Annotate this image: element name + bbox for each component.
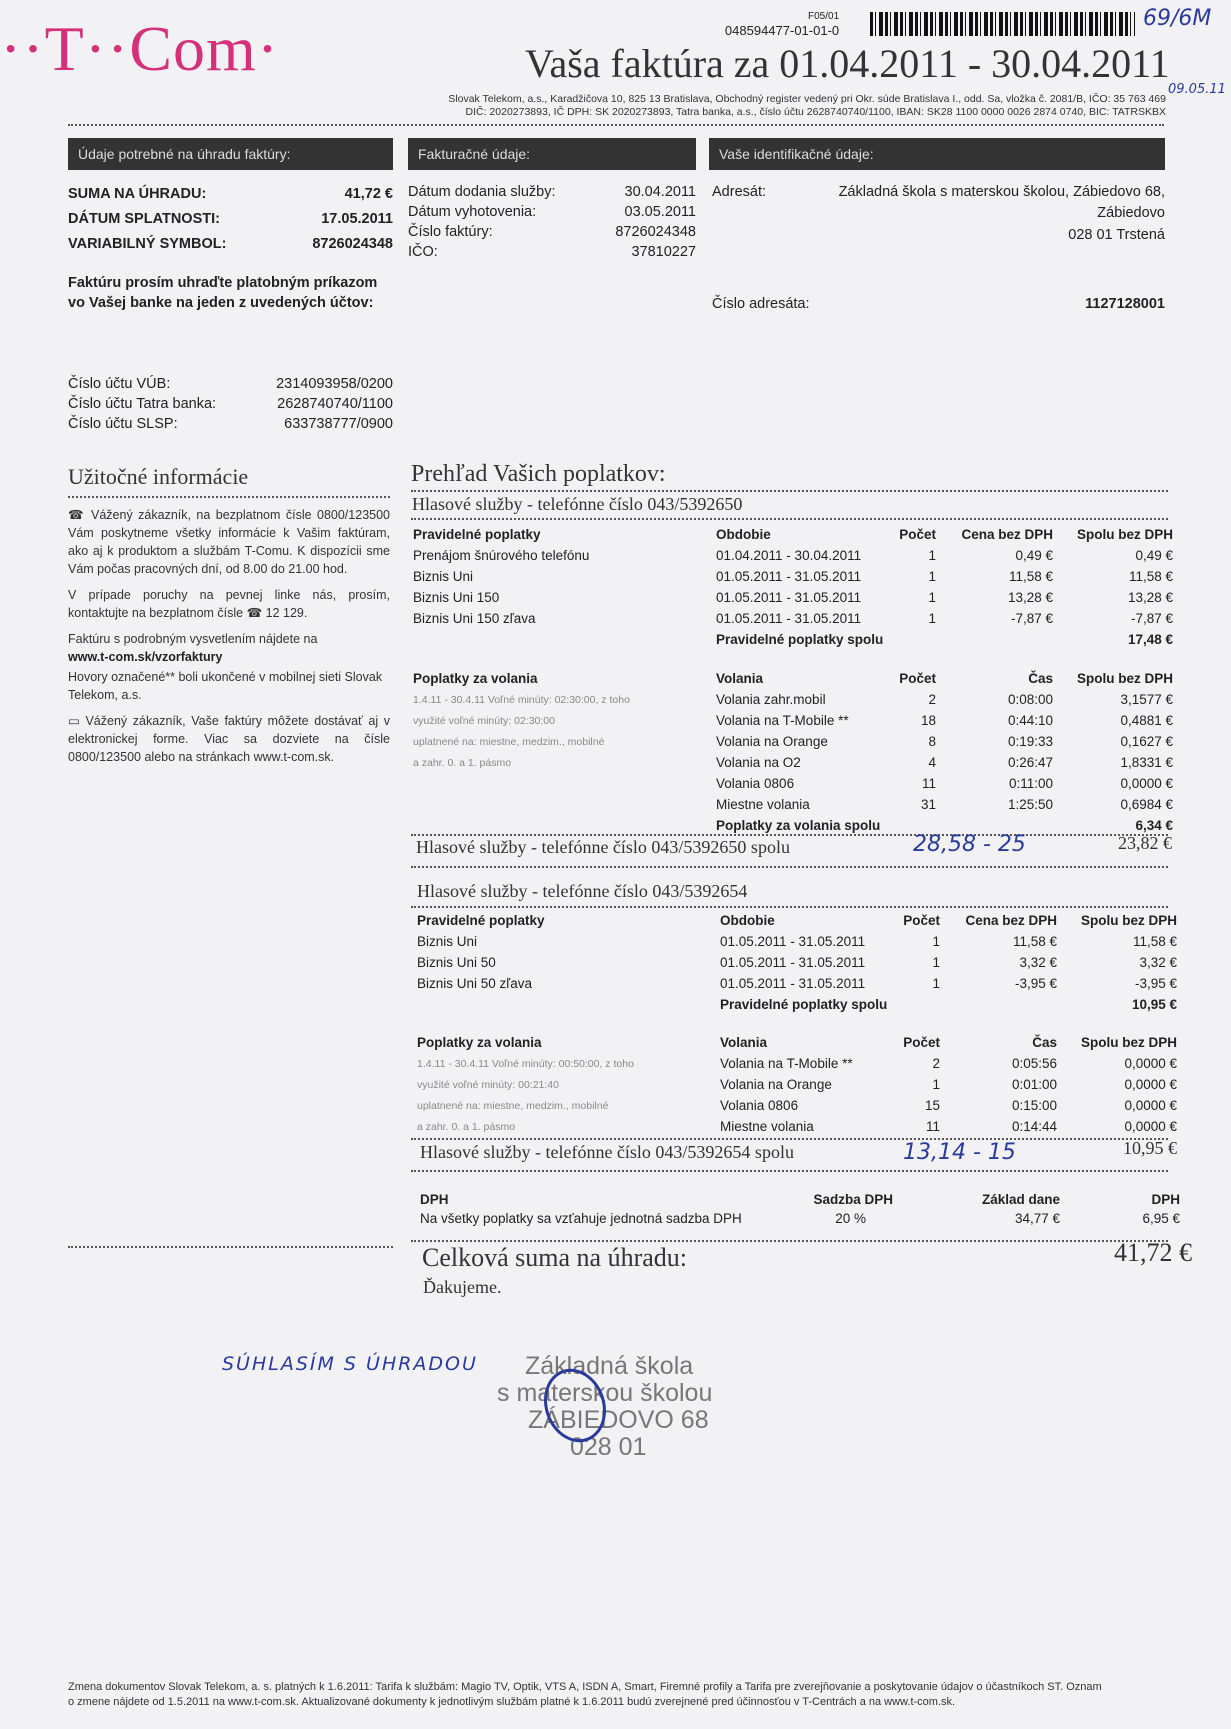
company-line-1: Slovak Telekom, a.s., Karadžičova 10, 825 13 Bratislava, Obchodný register vedený pri Okr. súde Bratislava I., odd. Sa, vložka č. 2081/B, IČO: 35 763 469 (448, 93, 1166, 105)
divider (68, 124, 1164, 126)
payment-note: Faktúru prosím uhraďte platobným príkazom vo Vašej banke na jeden z uvedených účtov: (68, 275, 378, 311)
cell: 0,0000 € (1124, 1056, 1177, 1071)
thanks: Ďakujeme. (423, 1277, 502, 1297)
table-header (413, 668, 1173, 689)
cell: Volania 0806 (716, 776, 795, 791)
table-row (413, 608, 1173, 629)
cell: 13,28 € (1007, 590, 1053, 605)
cell: 0,1627 € (1120, 734, 1173, 749)
line-1-fees-table (413, 524, 1173, 650)
call-note: 1.4.11 - 30.4.11 Voľné minúty: 02:30:00, z toho (413, 693, 630, 706)
addressee-label: Adresát: (712, 184, 766, 200)
call-note: uplatnené na: miestne, medzim., mobilné (417, 1099, 609, 1112)
line-2-sum-value: 10,95 € (1123, 1138, 1177, 1158)
subtotal-value: 10,95 € (1131, 997, 1177, 1012)
company-line-2: DIČ: 2020273893, IČ DPH: SK 2020273893, Tatra banka, a.s., číslo účtu 2628740740/1100, IBAN: SK28 1100 0000 0026 2874 0740, BIC: TATRSKBX (465, 106, 1166, 118)
info-paragraph (68, 506, 390, 578)
cell: 4 (928, 755, 936, 770)
table-row (417, 1074, 1177, 1095)
payment-label: VARIABILNÝ SYMBOL: (68, 236, 227, 252)
subtotal-row (413, 629, 1173, 650)
header-cell: Spolu bez DPH (1076, 527, 1173, 542)
cell: Biznis Uni 50 zľava (417, 976, 532, 991)
cell: 1 (932, 934, 940, 949)
cell: 01.05.2011 - 31.05.2011 (716, 611, 862, 626)
divider (411, 866, 1168, 868)
footer-line: Zmena dokumentov Slovak Telekom, a. s. platných k 1.6.2011: Tarifa k službám: Magio TV, Optik, VTS A, ISDN A, Smart, Firemné profily a Tarifa pre zverejňovanie a poskytovanie údajov o účastníkoch ST. Oznam (68, 1681, 1102, 1693)
table-row (413, 794, 1173, 815)
account-row (68, 374, 393, 394)
account-value: 2314093958/0200 (276, 376, 393, 392)
info-text: Vážený zákazník, na bezplatnom čísle 0800/123500 Vám poskytneme všetky informácie k Vašim faktúram, ako aj k produktom a službám T-Comu. K dispozícii sme Vám počas pracovných dní, od 8.00 do 21.00 hod. (68, 508, 390, 576)
divider (68, 496, 390, 498)
subtotal-label: Pravidelné poplatky spolu (720, 997, 888, 1012)
cell: 11,58 € (1012, 934, 1057, 949)
invoice-label: Dátum dodania služby: (408, 184, 556, 200)
overview-title: Prehľad Vašich poplatkov: (411, 461, 666, 487)
cell: 11 (925, 1119, 940, 1134)
cell: 1 (928, 569, 936, 584)
account-value: 633738777/0900 (284, 416, 393, 432)
cell: 2 (928, 692, 936, 707)
invoice-title: Vaša faktúra za 01.04.2011 - 30.04.2011 (525, 41, 1170, 86)
addressee-number-label: Číslo adresáta: (712, 296, 810, 312)
cell: 0:15:00 (1011, 1098, 1057, 1113)
cell: Biznis Uni (413, 569, 474, 584)
subtotal-label: Poplatky za volania spolu (716, 818, 881, 833)
cell: Volania na Orange (716, 734, 828, 749)
cell: 0:01:00 (1011, 1077, 1057, 1092)
info-paragraph: Faktúru s podrobným vysvetlením nájdete na (68, 632, 318, 646)
cell: Prenájom šnúrového telefónu (413, 548, 590, 563)
header-cell: Spolu bez DPH (1080, 1035, 1177, 1050)
cell: 0,49 € (1015, 548, 1053, 563)
info-paragraph (68, 712, 390, 766)
info-paragraph: Hovory označené** boli ukončené v mobilnej sieti Slovak Telekom, a.s. (68, 670, 383, 702)
line-2-calls-table (417, 1032, 1177, 1137)
line-1-calls-table (413, 668, 1173, 836)
identification-header: Vaše identifikačné údaje: (709, 138, 1165, 170)
cell: -3,95 € (1014, 976, 1057, 991)
call-note: 1.4.11 - 30.4.11 Voľné minúty: 00:50:00, z toho (417, 1057, 634, 1070)
cell: 0:19:33 (1007, 734, 1053, 749)
cell: 1 (932, 955, 940, 970)
table-row (413, 773, 1173, 794)
cell: Biznis Uni 150 (413, 590, 500, 605)
cell: -7,87 € (1010, 611, 1053, 626)
invoice-row (408, 222, 696, 242)
cell: 0:44:10 (1007, 713, 1053, 728)
table-row (417, 952, 1177, 973)
divider (411, 518, 1168, 520)
payment-row (68, 232, 393, 257)
form-code: F05/01 (808, 11, 840, 22)
invoice-header: Fakturačné údaje: (408, 138, 696, 170)
phone-icon: ☎ (68, 508, 92, 522)
vat-base-label: Základ dane (981, 1192, 1060, 1207)
cell: Biznis Uni 50 (417, 955, 496, 970)
table-row (413, 731, 1173, 752)
stamp-line: 028 01 (570, 1433, 647, 1461)
table-header (417, 910, 1177, 931)
cell: 0,6984 € (1120, 797, 1173, 812)
subtotal-label: Pravidelné poplatky spolu (716, 632, 884, 647)
payment-value: 17.05.2011 (321, 211, 393, 227)
cell: 1 (928, 548, 936, 563)
account-row (68, 414, 393, 434)
identification-section (709, 138, 1165, 314)
cell: 0:14:44 (1011, 1119, 1057, 1134)
invoice-section (408, 138, 696, 262)
table-header (417, 1032, 1177, 1053)
cell: Volania zahr.mobil (716, 692, 826, 707)
header-cell: Spolu bez DPH (1080, 913, 1177, 928)
cell: Miestne volania (716, 797, 810, 812)
cell: 1 (932, 976, 940, 991)
payment-row (68, 207, 393, 232)
header-cell: Cena bez DPH (961, 527, 1053, 542)
header-cell: Počet (899, 527, 936, 542)
header-cell: Pravidelné poplatky (417, 913, 545, 928)
header-cell: Poplatky za volania (417, 1035, 542, 1050)
total-value: 41,72 € (1114, 1238, 1192, 1267)
line-2-fees-table (417, 910, 1177, 1015)
cell: 1:25:50 (1007, 797, 1053, 812)
vat-rate-label: Sadzba DPH (813, 1192, 893, 1207)
computer-icon: ▭ (68, 714, 86, 728)
handwritten-calc: 13,14 - 15 (903, 1140, 1016, 1165)
cell: 1,8331 € (1120, 755, 1173, 770)
line-1-sum-label: Hlasové služby - telefónne číslo 043/5392650 spolu (416, 837, 790, 857)
call-note: a zahr. 0. a 1. pásmo (413, 756, 512, 769)
cell: 01.05.2011 - 31.05.2011 (720, 955, 866, 970)
cell: 3,32 € (1139, 955, 1177, 970)
header-cell: Obdobie (716, 527, 771, 542)
vat-rate: 20 % (835, 1211, 866, 1226)
cell: 11 (921, 776, 936, 791)
cell: 0:26:47 (1007, 755, 1053, 770)
cell: -7,87 € (1130, 611, 1173, 626)
vat-base: 34,77 € (1014, 1211, 1060, 1226)
info-paragraph: V prípade poruchy na pevnej linke nás, prosím, kontaktujte na bezplatnom čísle ☎ 12 129. (68, 588, 390, 620)
invoice-value: 37810227 (631, 244, 696, 260)
account-label: Číslo účtu Tatra banka: (68, 396, 217, 412)
subtotal-value: 6,34 € (1135, 818, 1173, 833)
cell: 01.04.2011 - 30.04.2011 (716, 548, 862, 563)
cell: 1 (928, 611, 936, 626)
vat-value-label: DPH (1151, 1192, 1180, 1207)
table-row (413, 566, 1173, 587)
cell: 0,4881 € (1120, 713, 1173, 728)
cell: 0:05:56 (1011, 1056, 1057, 1071)
handwritten-date: 09.05.11 (1168, 82, 1226, 97)
barcode (870, 12, 1135, 36)
cell: Biznis Uni (417, 934, 478, 949)
header-cell: Čas (1028, 671, 1053, 686)
cell: Volania 0806 (720, 1098, 799, 1113)
stamp-line: Základná škola (525, 1352, 694, 1380)
account-row (68, 394, 393, 414)
total-label: Celková suma na úhradu: (422, 1243, 687, 1272)
line-1-sum-value: 23,82 € (1118, 833, 1172, 853)
table-row (417, 931, 1177, 952)
info-section (68, 464, 390, 766)
cell: 8 (928, 734, 936, 749)
cell: 31 (920, 797, 936, 812)
cell: 0,0000 € (1124, 1119, 1177, 1134)
line-1-title: Hlasové služby - telefónne číslo 043/5392650 (412, 494, 743, 514)
table-row (413, 545, 1173, 566)
payment-header: Údaje potrebné na úhradu faktúry: (68, 138, 393, 170)
vat-heading: DPH (420, 1192, 449, 1207)
account-label: Číslo účtu VÚB: (68, 376, 171, 392)
t-com-logo: ··T··Com· (0, 13, 280, 84)
call-note: a zahr. 0. a 1. pásmo (417, 1120, 516, 1133)
cell: 11,58 € (1128, 569, 1173, 584)
address-line: 028 01 Trstená (1068, 227, 1165, 243)
invoice-value: 03.05.2011 (624, 204, 696, 220)
table-row (417, 1116, 1177, 1137)
cell: Volania na O2 (716, 755, 801, 770)
table-row (417, 1053, 1177, 1074)
invoice-label: Dátum vyhotovenia: (408, 204, 537, 220)
header-cell: Pravidelné poplatky (413, 527, 541, 542)
invoice-value: 30.04.2011 (624, 184, 696, 200)
info-link[interactable]: www.t-com.sk/vzorfaktury (68, 650, 223, 664)
cell: 01.05.2011 - 31.05.2011 (720, 934, 866, 949)
call-note: využité voľné minúty: 02:30:00 (413, 714, 555, 727)
payment-label: SUMA NA ÚHRADU: (68, 186, 207, 202)
footer (68, 1680, 1178, 1710)
cell: 11,58 € (1008, 569, 1053, 584)
invoice-row (408, 242, 696, 262)
header-cell: Počet (903, 1035, 940, 1050)
header-cell: Počet (903, 913, 940, 928)
info-title: Užitočné informácie (68, 464, 249, 489)
header-cell: Počet (899, 671, 936, 686)
call-note: využité voľné minúty: 00:21:40 (417, 1078, 559, 1091)
line-2-sum-label: Hlasové služby - telefónne číslo 043/5392654 spolu (420, 1142, 794, 1162)
payment-label: DÁTUM SPLATNOSTI: (68, 211, 220, 227)
invoice-label: IČO: (408, 244, 438, 260)
cell: Volania na T-Mobile ** (720, 1056, 853, 1071)
invoice-row (408, 202, 696, 222)
cell: 18 (920, 713, 936, 728)
vat-section (420, 1190, 1180, 1228)
addressee-number: 1127128001 (1085, 296, 1165, 312)
cell: -3,95 € (1134, 976, 1177, 991)
cell: 01.05.2011 - 31.05.2011 (716, 590, 862, 605)
cell: Miestne volania (720, 1119, 814, 1134)
cell: 2 (932, 1056, 940, 1071)
document-code (683, 10, 839, 38)
payment-value: 41,72 € (344, 186, 393, 202)
cell: Volania na T-Mobile ** (716, 713, 849, 728)
vat-amount: 6,95 € (1142, 1211, 1180, 1226)
document-number: 048594477-01-01-0 (724, 23, 840, 38)
line-2-title: Hlasové služby - telefónne číslo 043/5392654 (417, 881, 748, 901)
cell: 01.05.2011 - 31.05.2011 (716, 569, 862, 584)
header-cell: Obdobie (720, 913, 775, 928)
cell: 1 (928, 590, 936, 605)
cell: 0:11:00 (1008, 776, 1053, 791)
cell: 0,49 € (1135, 548, 1173, 563)
cell: Volania na Orange (720, 1077, 832, 1092)
footer-line: o zmene nájdete od 1.5.2011 na www.t-com.sk. Aktualizované dokumenty k jednotlivým službám platné k 1.6.2011 budú zverejnené pred účinnosťou v T-Centrách a na www.t-com.sk. (68, 1696, 956, 1708)
address-line: Zábiedovo (1097, 205, 1165, 221)
cell: 11,58 € (1132, 934, 1177, 949)
cell: 3,1577 € (1120, 692, 1173, 707)
handwritten-reference: 69/6M (1143, 6, 1212, 31)
subtotal-value: 17,48 € (1127, 632, 1173, 647)
cell: 3,32 € (1019, 955, 1057, 970)
cell: 1 (932, 1077, 940, 1092)
payment-value: 8726024348 (312, 236, 393, 252)
info-text: Vážený zákazník, Vaše faktúry môžete dostávať aj v elektronickej forme. Viac sa dozviete na čísle 0800/123500 alebo na stránkach www.t-com.sk. (68, 714, 390, 764)
header-cell: Poplatky za volania (413, 671, 538, 686)
cell: 0,0000 € (1124, 1098, 1177, 1113)
invoice-label: Číslo faktúry: (408, 224, 493, 240)
vat-note: Na všetky poplatky sa vzťahuje jednotná sadzba DPH (420, 1211, 742, 1226)
divider (411, 1170, 1168, 1172)
table-row (413, 710, 1173, 731)
header-cell: Čas (1032, 1035, 1057, 1050)
cell: 15 (924, 1098, 940, 1113)
table-row (413, 689, 1173, 710)
divider (68, 1246, 393, 1248)
table-row (413, 587, 1173, 608)
account-value: 2628740740/1100 (277, 396, 393, 412)
header-cell: Cena bez DPH (965, 913, 1057, 928)
stamp-line: ZÁBIEDOVO 68 (528, 1406, 709, 1434)
payment-row (68, 182, 393, 207)
account-label: Číslo účtu SLSP: (68, 416, 178, 432)
table-header (413, 524, 1173, 545)
header-cell: Volania (716, 671, 764, 686)
handwritten-calc: 28,58 - 25 (913, 832, 1026, 857)
divider (411, 906, 1168, 908)
cell: 0:08:00 (1007, 692, 1053, 707)
cell: 0,0000 € (1124, 1077, 1177, 1092)
invoice-row (408, 182, 696, 202)
header-cell: Spolu bez DPH (1076, 671, 1173, 686)
company-info (340, 93, 1166, 119)
table-row (413, 752, 1173, 773)
stamp-line: s materskou školou (497, 1379, 713, 1407)
address-line: Základná škola s materskou školou, Zábiedovo 68, (838, 184, 1165, 200)
invoice-value: 8726024348 (615, 224, 696, 240)
subtotal-row (417, 994, 1177, 1015)
cell: 13,28 € (1127, 590, 1173, 605)
call-note: uplatnené na: miestne, medzim., mobilné (413, 735, 605, 748)
table-row (417, 973, 1177, 994)
payment-section (68, 138, 393, 434)
table-row (417, 1095, 1177, 1116)
handwritten-approval: SÚHLASÍM S ÚHRADOU (222, 1353, 478, 1375)
header-cell: Volania (720, 1035, 768, 1050)
cell: Biznis Uni 150 zľava (413, 611, 536, 626)
cell: 0,0000 € (1120, 776, 1173, 791)
divider (411, 490, 1168, 492)
cell: 01.05.2011 - 31.05.2011 (720, 976, 866, 991)
